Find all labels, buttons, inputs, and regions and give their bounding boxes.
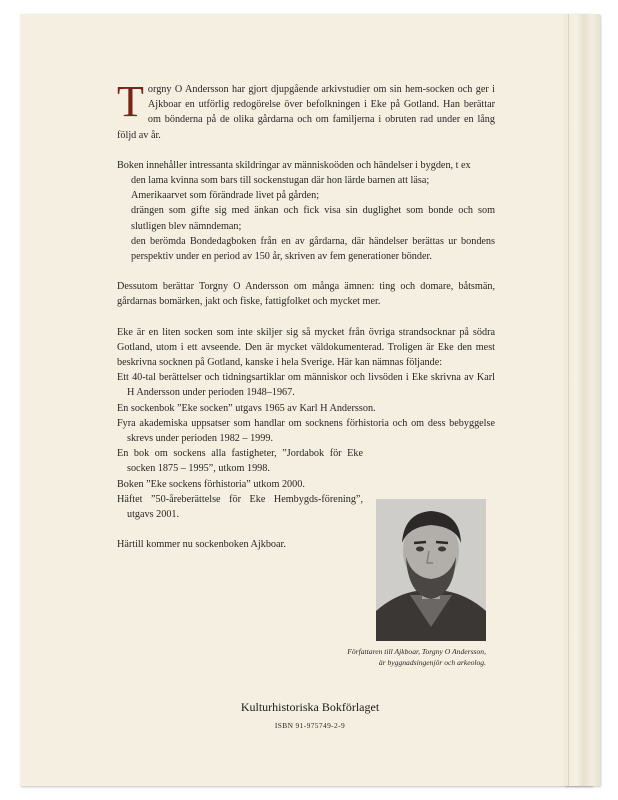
closing-line: Härtill kommer nu sockenboken Ajkboar. [117,539,286,551]
eke-item: En bok om sockens alla fastigheter, ”Jordabok för Eke socken 1875 – 1995”, utkom 1998. [117,448,363,475]
story-item: drängen som gifte sig med änkan och fick visa sin duglighet som bonde och som slutligen blev nämndeman; [131,205,495,232]
photo-caption [300,647,486,668]
cover-text-block [117,77,495,552]
story-item: Amerikaarvet som förändrade livet på gården; [131,190,320,202]
topics-paragraph: Dessutom berättar Torgny O Andersson om många ämnen: ting och domare, båtsmän, gårdarnas bomärken, jakt och fiske, fattigfolket och mycket mer. [117,281,495,308]
story-item: den lama kvinna som bars till sockenstugan där hon lärde barnen att läsa; [131,175,430,187]
author-portrait [376,499,486,641]
eke-item: Boken ”Eke sockens förhistoria” utkom 2000. [117,478,305,490]
caption-line: Författaren till Ajkboar, Torgny O Andersson, [347,647,486,656]
stories-lead: Boken innehåller intressanta skildringar av människoöden och händelser i bygden, t ex [117,159,471,171]
isbn-number: ISBN 91-975749-2-9 [274,721,346,730]
eke-lead: Eke är en liten socken som inte skiljer sig så mycket från övriga strandsocknar på södra Gotland, utom i ett avseende. Den är mycket väldokumenterad. Troligen är Eke den mest beskrivna socknen på Gotland, kanske i hela Sverige. Här kan nämnas följande: [117,326,495,369]
eke-item: Ett 40-tal berättelser och tidningsartiklar om människor och livsöden i Eke skrivna av Karl H Andersson under perioden 1948–1967. [117,372,495,399]
caption-line: är byggnadsingenjör och arkeolog. [378,657,486,667]
eke-item: En sockenbok ”Eke socken” utgavs 1965 av Karl H Andersson. [117,402,376,414]
intro-text: orgny O Andersson har gjort djupgående arkivstudier om sin hem-socken och ger i Ajkboar en utförlig redogörelse över befolkningen i Eke på Gotland. Han berättar om bönderna på de olika gårdarna och om familjerna i obruten rad under en lång följd av år. [117,84,495,141]
intro-paragraph [117,77,495,143]
spine-crease [568,14,569,786]
publisher-name: Kulturhistoriska Bokförlaget [240,700,380,714]
book-spine [564,14,600,786]
drop-cap: T [117,77,144,126]
eke-item: Häftet ”50-åreberättelse för Eke Hembygds-förening”, utgavs 2001. [117,493,363,521]
eke-item: Fyra akademiska uppsatser som handlar om socknens förhistoria och om dess bebyggelse skrevs under perioden 1982 – 1999. [117,417,495,445]
story-item: den berömda Bondedagboken från en av gårdarna, där händelser berättas ur bondens perspektiv under en period av 150 år, skriven av fem generationer bönder. [131,235,495,263]
